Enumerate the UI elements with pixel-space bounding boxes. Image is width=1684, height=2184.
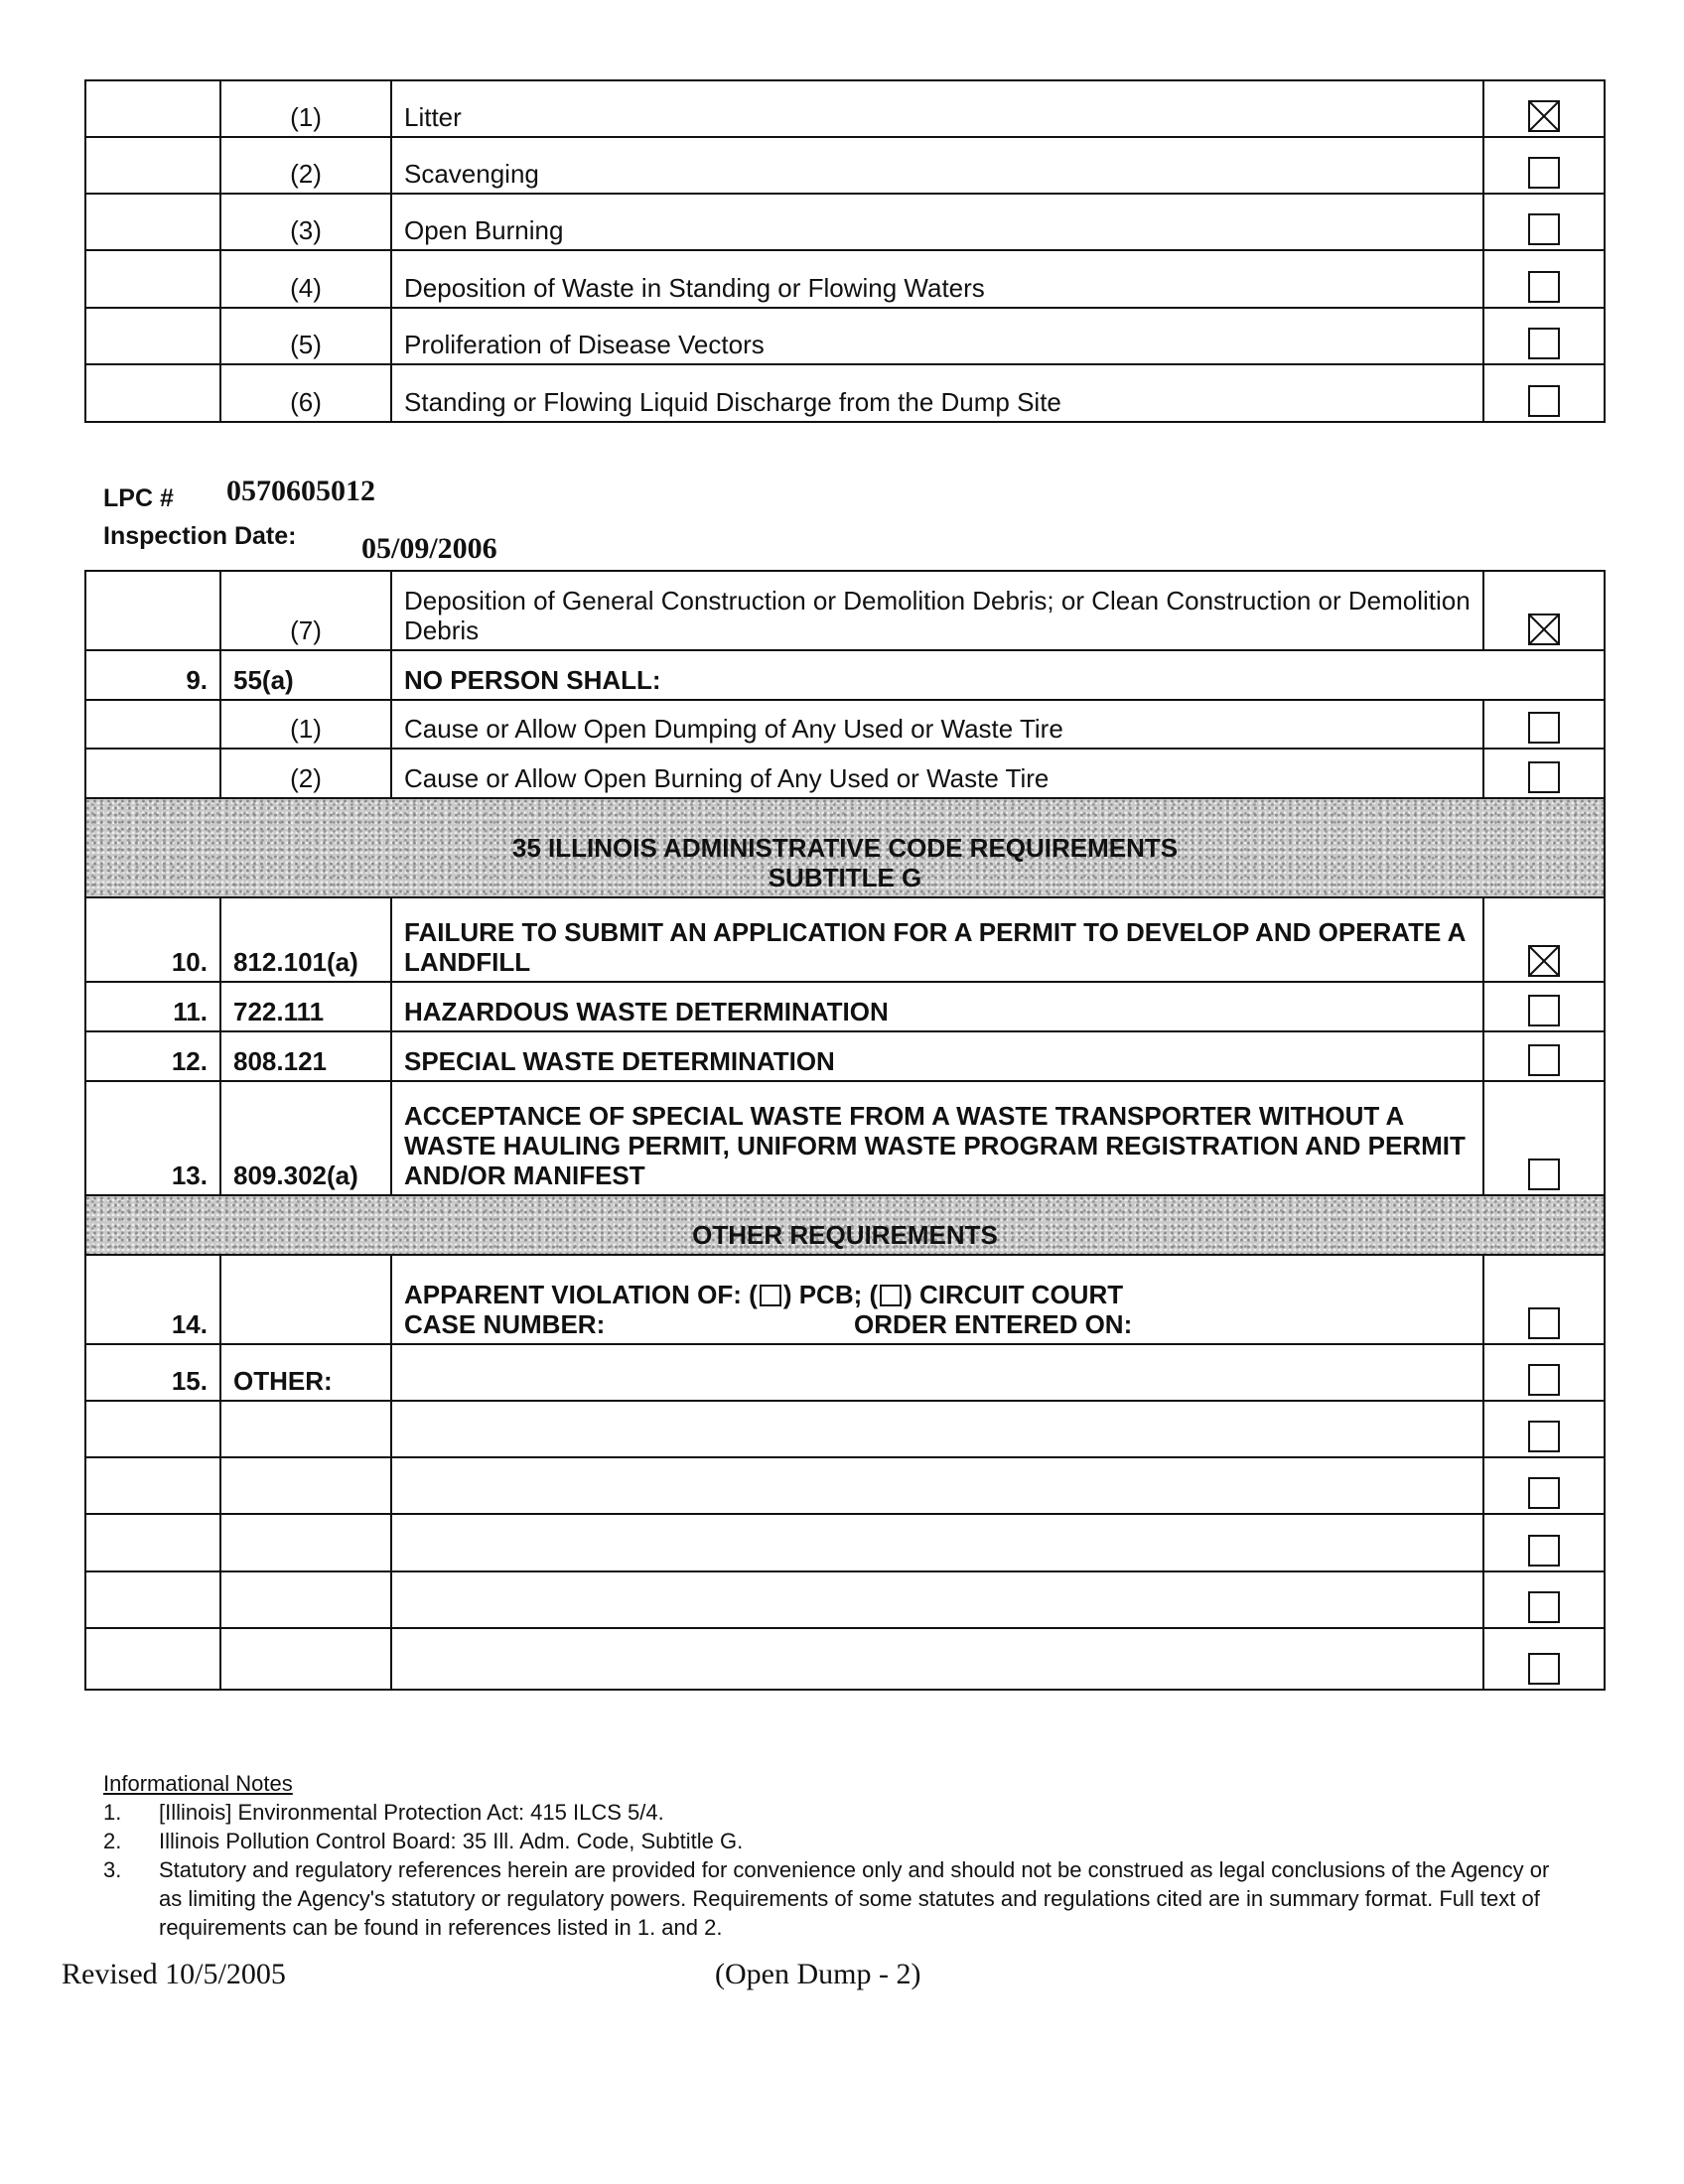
item-text: Litter	[391, 80, 1483, 137]
violation-line: APPARENT VIOLATION OF: ( ) PCB; ( ) CIRCUIT COURT	[404, 1280, 1124, 1309]
citation: OTHER:	[220, 1344, 391, 1401]
informational-notes	[103, 1769, 1553, 1942]
blank-row	[85, 1457, 1605, 1514]
item-text: Proliferation of Disease Vectors	[391, 308, 1483, 364]
sub-item-number: (1)	[220, 80, 391, 137]
item-text: HAZARDOUS WASTE DETERMINATION	[391, 982, 1483, 1031]
item-text: ACCEPTANCE OF SPECIAL WASTE FROM A WASTE TRANSPORTER WITHOUT A WASTE HAULING PERMIT, UNIFORM WASTE PROGRAM REGISTRATION AND PERMIT AND/OR MANIFEST	[391, 1081, 1483, 1195]
item-text: Deposition of General Construction or Demolition Debris; or Clean Construction or Demolition Debris	[391, 571, 1483, 650]
blank-cell	[220, 1255, 391, 1344]
item-text: Cause or Allow Open Burning of Any Used or Waste Tire	[391, 749, 1483, 798]
blank-cell	[85, 250, 220, 308]
item-text: Open Burning	[391, 194, 1483, 250]
main-checklist-table	[84, 570, 1606, 1691]
table-row	[85, 571, 1605, 650]
sub-item-number: (5)	[220, 308, 391, 364]
banner-subtitle: SUBTITLE G	[768, 863, 922, 892]
checkbox[interactable]	[1528, 1159, 1560, 1190]
blank-cell	[85, 80, 220, 137]
checkbox[interactable]	[1528, 328, 1560, 359]
case-number-label: CASE NUMBER:	[404, 1309, 606, 1339]
table-row	[85, 749, 1605, 798]
item-heading: NO PERSON SHALL:	[391, 650, 1605, 700]
circuit-court-checkbox[interactable]	[880, 1285, 902, 1306]
item-number: 12.	[85, 1031, 220, 1081]
sub-item-number: (7)	[220, 571, 391, 650]
checkbox[interactable]	[1528, 1535, 1560, 1567]
table-row	[85, 1255, 1605, 1344]
item-text	[391, 1255, 1483, 1344]
table-row	[85, 1344, 1605, 1401]
sub-item-number: (4)	[220, 250, 391, 308]
checkbox[interactable]	[1528, 385, 1560, 417]
checkbox[interactable]	[1528, 1044, 1560, 1076]
checkbox[interactable]	[1528, 1364, 1560, 1396]
citation: 808.121	[220, 1031, 391, 1081]
citation: 55(a)	[220, 650, 391, 700]
lpc-number: 0570605012	[226, 475, 375, 507]
top-checklist-table	[84, 79, 1606, 423]
sub-item-number: (1)	[220, 700, 391, 749]
table-row	[85, 650, 1605, 700]
citation: 809.302(a)	[220, 1081, 391, 1195]
table-row	[85, 897, 1605, 982]
section-banner-row	[85, 1195, 1605, 1255]
table-row	[85, 982, 1605, 1031]
blank-cell	[85, 308, 220, 364]
citation: 812.101(a)	[220, 897, 391, 982]
sub-item-number: (6)	[220, 364, 391, 422]
blank-cell	[391, 1344, 1483, 1401]
inspection-date-label: Inspection Date:	[103, 522, 297, 550]
sub-item-number: (2)	[220, 137, 391, 194]
blank-row	[85, 1514, 1605, 1571]
blank-cell	[85, 749, 220, 798]
blank-cell	[85, 571, 220, 650]
banner-title: 35 ILLINOIS ADMINISTRATIVE CODE REQUIREMENTS	[511, 833, 1179, 863]
table-row	[85, 308, 1605, 364]
blank-cell	[85, 137, 220, 194]
item-text: SPECIAL WASTE DETERMINATION	[391, 1031, 1483, 1081]
checkbox[interactable]	[1528, 712, 1560, 744]
order-entered-label: ORDER ENTERED ON:	[854, 1309, 1133, 1339]
table-row	[85, 194, 1605, 250]
table-row	[85, 80, 1605, 137]
blank-cell	[85, 364, 220, 422]
note-item: 2. Illinois Pollution Control Board: 35 Ill. Adm. Code, Subtitle G.	[103, 1829, 744, 1853]
notes-heading: Informational Notes	[103, 1771, 293, 1796]
checkbox[interactable]	[1528, 995, 1560, 1026]
sub-item-number: (2)	[220, 749, 391, 798]
inspection-date: 05/09/2006	[361, 532, 497, 565]
table-row	[85, 250, 1605, 308]
section-banner-row	[85, 798, 1605, 897]
section-banner	[85, 1195, 1605, 1255]
checkbox[interactable]	[1528, 1477, 1560, 1509]
table-row	[85, 700, 1605, 749]
checkbox[interactable]	[1528, 1421, 1560, 1452]
checkbox[interactable]	[1528, 761, 1560, 793]
item-text: Standing or Flowing Liquid Discharge from the Dump Site	[391, 364, 1483, 422]
revised-date: Revised 10/5/2005	[62, 1958, 286, 1990]
item-number: 9.	[85, 650, 220, 700]
blank-cell	[85, 194, 220, 250]
checkbox[interactable]	[1528, 1653, 1560, 1685]
blank-row	[85, 1401, 1605, 1457]
table-row	[85, 1031, 1605, 1081]
checkbox[interactable]	[1528, 213, 1560, 245]
checkbox-checked[interactable]	[1528, 100, 1560, 132]
item-number: 11.	[85, 982, 220, 1031]
note-item: 3. Statutory and regulatory references herein are provided for convenience only and should not be construed as legal conclusions of the Agency or as limiting the Agency's statutory or regulatory powers. Requirements of some statutes and regulations cited are in summary format. Full text of requirements can be found in references listed in 1. and 2.	[103, 1857, 1550, 1940]
section-banner	[85, 798, 1605, 897]
checkbox[interactable]	[1528, 157, 1560, 189]
banner-title: OTHER REQUIREMENTS	[692, 1220, 998, 1250]
table-row	[85, 364, 1605, 422]
blank-row	[85, 1571, 1605, 1628]
form-name: (Open Dump - 2)	[715, 1958, 921, 1990]
item-number: 14.	[85, 1255, 220, 1344]
item-text: FAILURE TO SUBMIT AN APPLICATION FOR A PERMIT TO DEVELOP AND OPERATE A LANDFILL	[391, 897, 1483, 982]
item-number: 10.	[85, 897, 220, 982]
case-line	[404, 1309, 1471, 1339]
citation: 722.111	[220, 982, 391, 1031]
blank-row	[85, 1628, 1605, 1690]
lpc-label: LPC #	[103, 484, 174, 512]
checkbox[interactable]	[1528, 271, 1560, 303]
item-number: 13.	[85, 1081, 220, 1195]
item-text: Deposition of Waste in Standing or Flowing Waters	[391, 250, 1483, 308]
item-number: 15.	[85, 1344, 220, 1401]
checkbox-checked[interactable]	[1528, 614, 1560, 645]
blank-cell	[85, 700, 220, 749]
checkbox-checked[interactable]	[1528, 945, 1560, 977]
table-row	[85, 137, 1605, 194]
pcb-checkbox[interactable]	[760, 1285, 781, 1306]
item-text: Cause or Allow Open Dumping of Any Used or Waste Tire	[391, 700, 1483, 749]
item-text: Scavenging	[391, 137, 1483, 194]
table-row	[85, 1081, 1605, 1195]
sub-item-number: (3)	[220, 194, 391, 250]
checkbox[interactable]	[1528, 1591, 1560, 1623]
checkbox[interactable]	[1528, 1307, 1560, 1339]
note-item: 1. [Illinois] Environmental Protection Act: 415 ILCS 5/4.	[103, 1800, 664, 1825]
